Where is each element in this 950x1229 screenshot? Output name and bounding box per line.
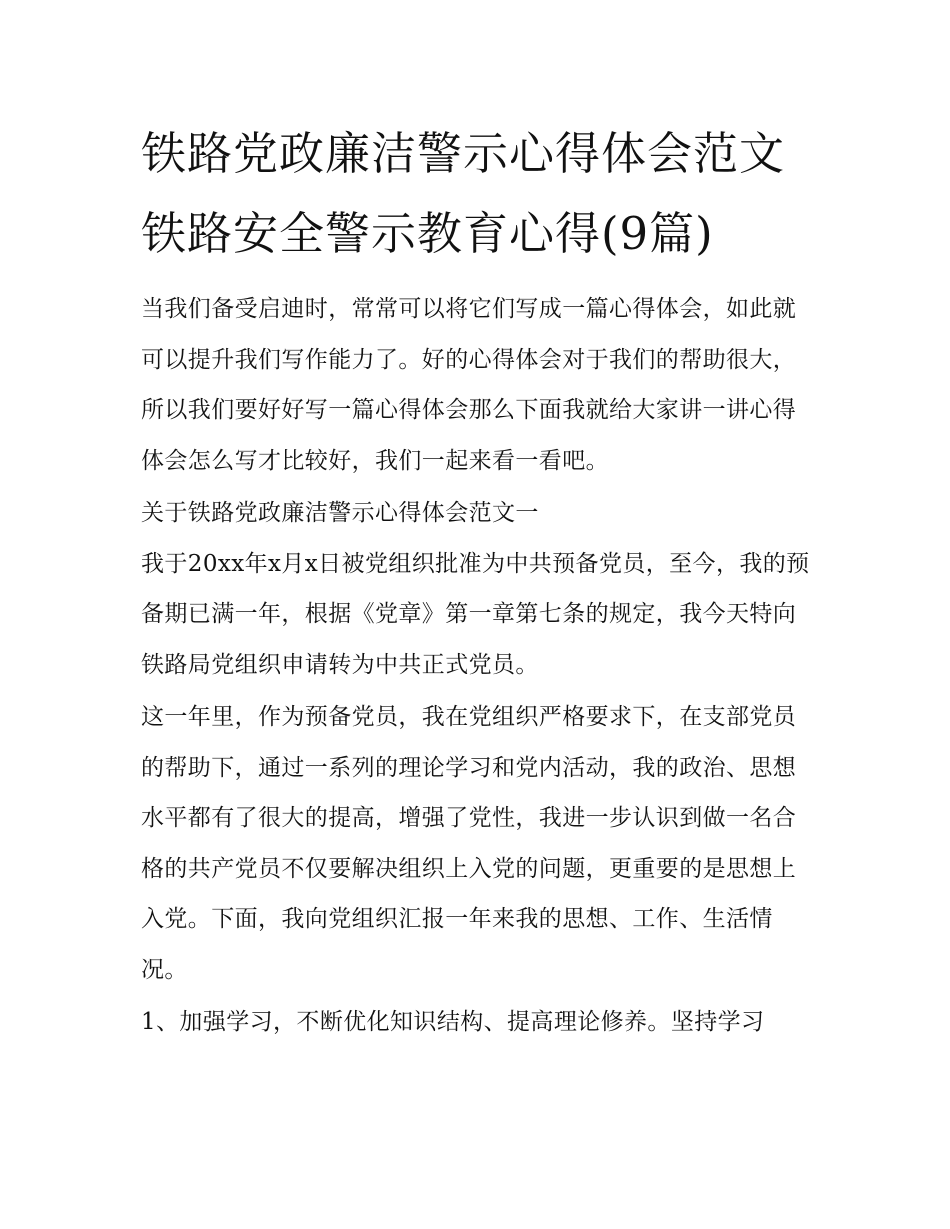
document-title: 铁路党政廉洁警示心得体会范文 铁路安全警示教育心得(9篇) (141, 127, 786, 260)
body-paragraph-2: 这一年里，作为预备党员，我在党组织严格要求下，在支部党员的帮助下，通过一系列的理论学习和党内活动，我的政治、思想水平都有了很大的提高，增强了党性，我进一步认识到做一名合格的共产党员不仅要解决组织上入党的问题，更重要的是思想上入党。下面，我向党组织汇报一年来我的思想、工作、生活情况。 (141, 704, 797, 983)
section-heading: 关于铁路党政廉洁警示心得体会范文一 (141, 500, 539, 526)
intro-paragraph: 当我们备受启迪时，常常可以将它们写成一篇心得体会，如此就可以提升我们写作能力了。好的心得体会对于我们的帮助很大，所以我们要好好写一篇心得体会那么下面我就给大家讲一讲心得体会怎么写才比较好，我们一起来看一看吧。 (141, 296, 797, 474)
document-page (141, 114, 813, 1048)
body-paragraph-1: 我于20xx年x月x日被党组织批准为中共预备党员，至今，我的预备期已满一年，根据《党章》第一章第七条的规定，我今天特向铁路局党组织申请转为中共正式党员。 (141, 550, 810, 678)
body-paragraph-3: 1、加强学习，不断优化知识结构、提高理论修养。坚持学习 (141, 1009, 765, 1035)
